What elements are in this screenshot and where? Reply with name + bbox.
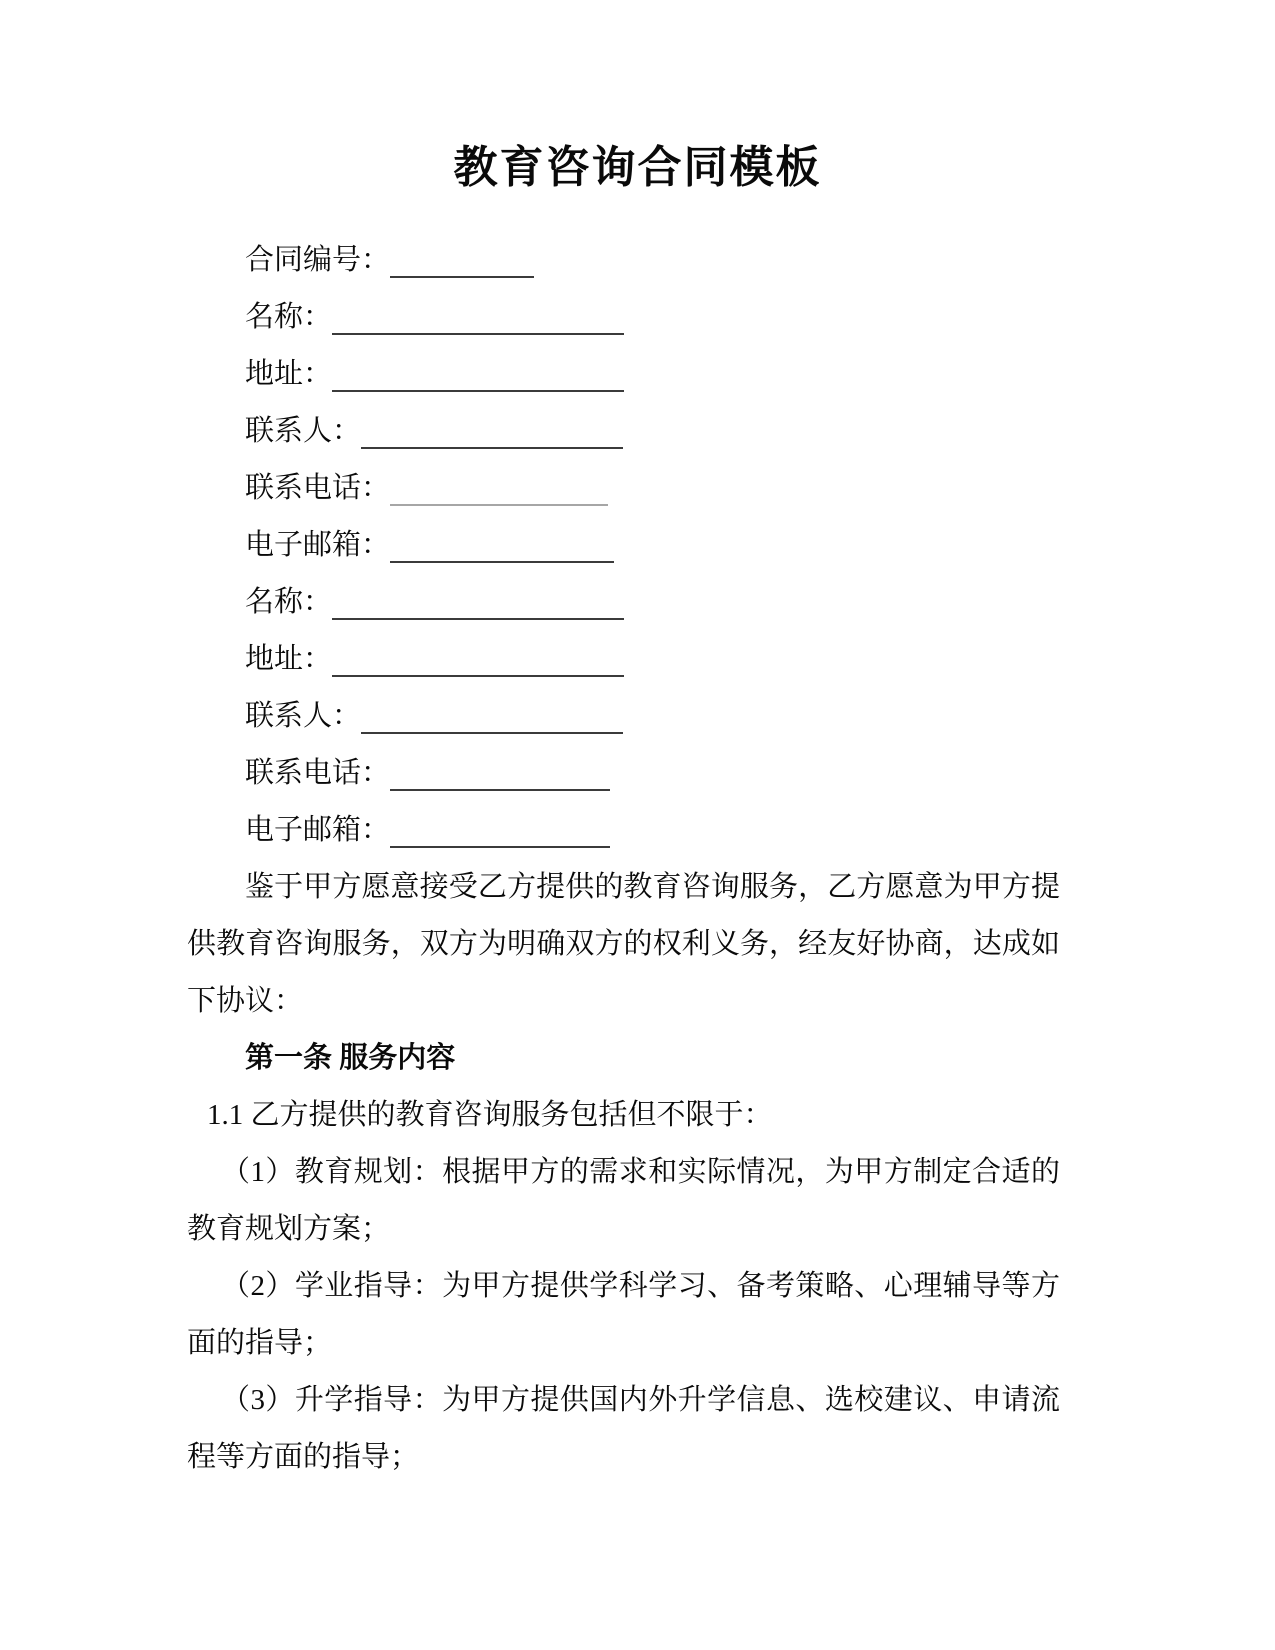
service-item-3: （3）升学指导：为甲方提供国内外升学信息、选校建议、申请流程等方面的指导； bbox=[187, 1384, 1060, 1473]
field-label: 名称： bbox=[245, 301, 333, 333]
field-label: 电子邮箱： bbox=[245, 814, 391, 846]
blank-underline bbox=[390, 527, 614, 563]
clause-1-1: 1.1 乙方提供的教育咨询服务包括但不限于： bbox=[207, 1099, 773, 1131]
field-label: 电子邮箱： bbox=[245, 529, 391, 561]
field-label: 地址： bbox=[245, 358, 333, 390]
field-label: 联系人： bbox=[245, 415, 362, 447]
service-item-2: （2）学业指导：为甲方提供学科学习、备考策略、心理辅导等方面的指导； bbox=[187, 1270, 1060, 1359]
article-1-heading: 第一条 服务内容 bbox=[245, 1042, 456, 1074]
blank-underline bbox=[332, 299, 624, 335]
field-row-party-a-phone bbox=[187, 460, 1060, 517]
field-row-party-a-name bbox=[187, 289, 1060, 346]
blank-underline bbox=[332, 641, 624, 677]
field-label: 名称： bbox=[245, 586, 333, 618]
field-row-party-a-email bbox=[187, 517, 1060, 574]
blank-underline bbox=[332, 584, 624, 620]
field-label: 合同编号： bbox=[245, 244, 391, 276]
blank-underline bbox=[332, 356, 624, 392]
blank-underline bbox=[361, 413, 623, 449]
field-label: 联系电话： bbox=[245, 472, 391, 504]
field-label: 联系人： bbox=[245, 700, 362, 732]
blank-underline bbox=[390, 812, 610, 848]
field-row-party-b-name bbox=[187, 574, 1060, 631]
field-row-party-b-email bbox=[187, 802, 1060, 859]
field-label: 联系电话： bbox=[245, 757, 391, 789]
document-title: 教育咨询合同模板 bbox=[453, 143, 822, 192]
field-row-party-a-contact bbox=[187, 403, 1060, 460]
field-row-party-b-phone bbox=[187, 745, 1060, 802]
field-row-party-b-address bbox=[187, 631, 1060, 688]
blank-underline bbox=[390, 470, 608, 506]
field-row-party-b-contact bbox=[187, 688, 1060, 745]
field-row-party-a-address bbox=[187, 346, 1060, 403]
preamble-paragraph: 鉴于甲方愿意接受乙方提供的教育咨询服务，乙方愿意为甲方提供教育咨询服务，双方为明确双方的权利义务，经友好协商，达成如下协议： bbox=[187, 871, 1060, 1017]
blank-underline bbox=[390, 755, 610, 791]
field-row-contract-number bbox=[187, 232, 1060, 289]
field-label: 地址： bbox=[245, 643, 333, 675]
blank-underline bbox=[361, 698, 623, 734]
service-item-1: （1）教育规划：根据甲方的需求和实际情况，为甲方制定合适的教育规划方案； bbox=[187, 1156, 1060, 1245]
blank-underline bbox=[390, 242, 534, 278]
document-body bbox=[187, 232, 1060, 1486]
